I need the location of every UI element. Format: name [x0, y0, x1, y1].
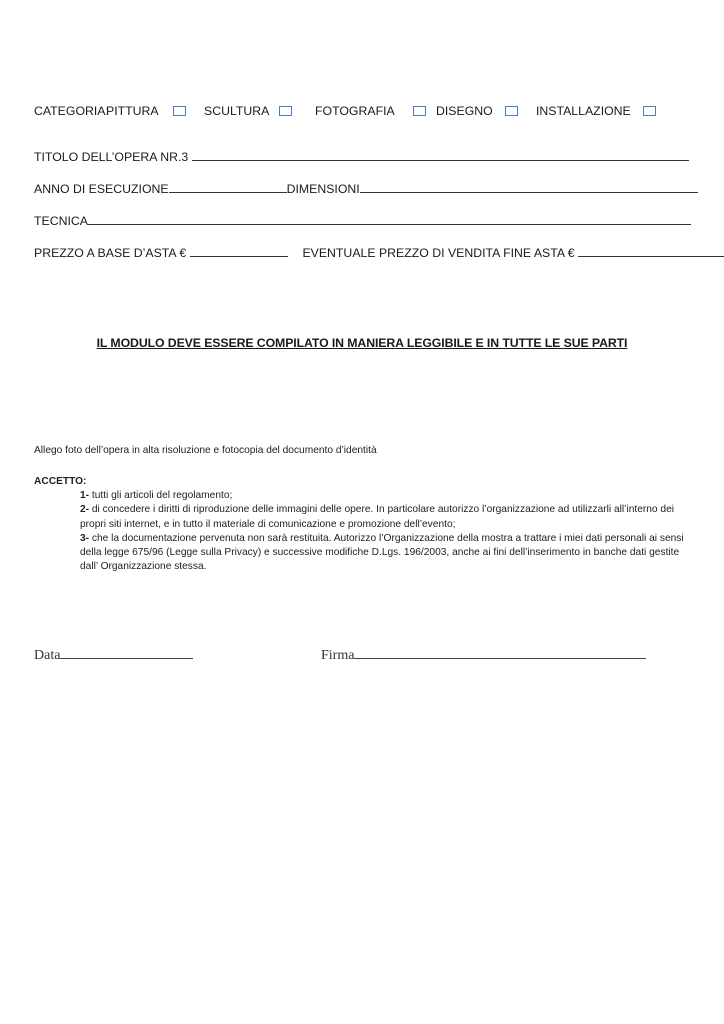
accetto-item-2-text: di concedere i diritti di riproduzione delle immagini delle opere. In particolare autorizzo l’organizzazione ad utilizzarli all’interno dei propri siti internet, e in tutto il materiale di comunicazione e promozione dell’evento;: [80, 504, 675, 530]
option-disegno: [436, 104, 518, 118]
checkbox-pittura[interactable]: [173, 106, 186, 116]
dimensioni-field[interactable]: [360, 182, 698, 193]
accetto-item-1-number: 1-: [80, 490, 90, 502]
data-field[interactable]: [60, 646, 193, 659]
anno-field[interactable]: [169, 182, 287, 193]
checkbox-disegno[interactable]: [505, 106, 518, 116]
prezzo-base-label: PREZZO A BASE D’ASTA €: [34, 246, 187, 260]
accetto-item-3-number: 3-: [80, 532, 90, 544]
prezzo-base-field[interactable]: [190, 246, 288, 257]
option-pittura-label: PITTURA: [106, 104, 159, 118]
tecnica-row: [34, 214, 691, 228]
warning-heading: IL MODULO DEVE ESSERE COMPILATO IN MANIERA LEGGIBILE E IN TUTTE LE SUE PARTI: [96, 336, 628, 350]
prezzo-vendita-field[interactable]: [578, 246, 724, 257]
option-fotografia-label: FOTOGRAFIA: [315, 104, 395, 118]
checkbox-scultura[interactable]: [279, 106, 292, 116]
accetto-block: [34, 475, 684, 574]
data-row: [34, 646, 193, 664]
option-pittura: [106, 104, 186, 118]
accetto-item-1: [34, 489, 684, 503]
option-scultura: [204, 104, 292, 118]
anno-row: [34, 182, 698, 196]
option-installazione: [536, 104, 656, 118]
firma-field[interactable]: [354, 646, 646, 659]
option-installazione-label: INSTALLAZIONE: [536, 104, 631, 118]
checkbox-installazione[interactable]: [643, 106, 656, 116]
checkbox-fotografia[interactable]: [413, 106, 426, 116]
option-fotografia: [315, 104, 426, 118]
anno-label: ANNO DI ESECUZIONE: [34, 182, 169, 196]
tecnica-label: TECNICA: [34, 214, 88, 228]
accetto-heading: ACCETTO:: [34, 476, 87, 487]
categoria-row: [34, 104, 694, 120]
accetto-item-3: [34, 532, 684, 575]
prezzo-row: [34, 246, 724, 260]
accetto-item-2-number: 2-: [80, 504, 90, 516]
firma-row: [321, 646, 646, 664]
titolo-label: TITOLO DELL’OPERA NR.3: [34, 150, 189, 164]
categoria-label: CATEGORIA:: [34, 104, 109, 118]
option-disegno-label: DISEGNO: [436, 104, 493, 118]
accetto-item-2: [34, 503, 684, 531]
titolo-field[interactable]: [192, 150, 689, 161]
accetto-item-3-text: che la documentazione pervenuta non sarà restituita. Autorizzo l’Organizzazione della mostra a trattare i miei dati personali ai sensi della legge 675/96 (Legge sulla Privacy) e successive modifiche D.Lgs. 196/2003, anche ai fini dell’inserimento in banche dati gestite dall’ Organizzazione stessa.: [80, 532, 684, 573]
option-scultura-label: SCULTURA: [204, 104, 270, 118]
titolo-row: [34, 150, 689, 164]
tecnica-field[interactable]: [88, 214, 691, 225]
firma-label: Firma: [321, 648, 355, 663]
dimensioni-label: DIMENSIONI: [286, 182, 360, 196]
accetto-item-1-text: tutti gli articoli del regolamento;: [89, 490, 233, 502]
data-label: Data: [34, 648, 61, 663]
prezzo-vendita-label: EVENTUALE PREZZO DI VENDITA FINE ASTA €: [302, 246, 575, 260]
allego-text: Allego foto dell’opera in alta risoluzione e fotocopia del documento d’identità: [34, 445, 377, 456]
